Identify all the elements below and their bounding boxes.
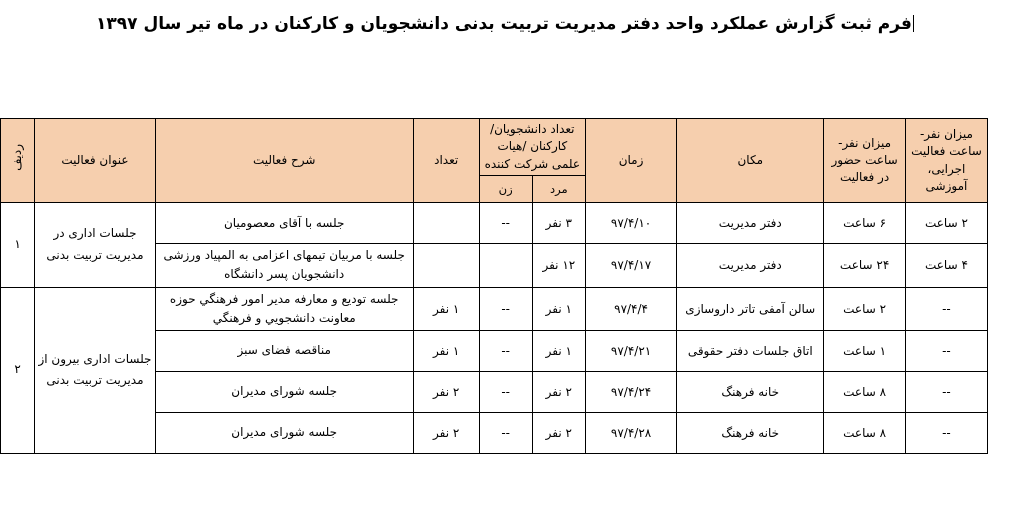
cell-men: ۲ نفر <box>532 412 585 453</box>
page-title <box>0 14 1010 34</box>
cell-exec-hours: -- <box>905 287 987 330</box>
cell-women: -- <box>479 371 532 412</box>
cell-attend-hours: ۲ ساعت <box>824 287 906 330</box>
cell-attend-hours: ۸ ساعت <box>824 371 906 412</box>
cell-women: -- <box>479 412 532 453</box>
cell-women: -- <box>479 287 532 330</box>
header-row-number-label: ردیف <box>9 144 24 172</box>
cell-men: ۲ نفر <box>532 371 585 412</box>
cell-attend-hours: ۱ ساعت <box>824 330 906 371</box>
header-exec-hours: میزان نفر- ساعت فعالیت اجرایی، آموزشی <box>905 119 987 203</box>
cell-place: دفتر مدیریت <box>677 203 824 244</box>
cell-description: جلسه توديع و معارفه مدير امور فرهنگي حوزه معاونت دانشجويي و فرهنگي <box>155 287 413 330</box>
cell-count: ۱ نفر <box>413 287 479 330</box>
cell-count <box>413 203 479 244</box>
cell-time: ۹۷/۴/۲۱ <box>585 330 676 371</box>
cell-description: جلسه با آقای معصومیان <box>155 203 413 244</box>
cell-time: ۹۷/۴/۲۴ <box>585 371 676 412</box>
text-cursor <box>913 15 914 32</box>
cell-men: ۱۲ نفر <box>532 244 585 287</box>
cell-men: ۱ نفر <box>532 287 585 330</box>
cell-place: دفتر مدیریت <box>677 244 824 287</box>
cell-count: ۲ نفر <box>413 412 479 453</box>
activity-report-table <box>0 118 988 454</box>
cell-women: -- <box>479 330 532 371</box>
cell-description: جلسه شورای مدیران <box>155 371 413 412</box>
header-participants-men: مرد <box>532 176 585 203</box>
cell-description: مناقصه فضای سبز <box>155 330 413 371</box>
cell-time: ۹۷/۴/۴ <box>585 287 676 330</box>
page-title-text: فرم ثبت گزارش عملکرد واحد دفتر مدیریت تربیت بدنی دانشجویان و کارکنان در ماه تیر سال ۱۳۹۷ <box>96 14 912 34</box>
cell-count: ۱ نفر <box>413 330 479 371</box>
header-place: مکان <box>677 119 824 203</box>
cell-men: ۱ نفر <box>532 330 585 371</box>
cell-exec-hours: -- <box>905 371 987 412</box>
cell-place: خانه فرهنگ <box>677 412 824 453</box>
cell-exec-hours: ۴ ساعت <box>905 244 987 287</box>
header-activity-title: عنوان فعالیت <box>35 119 155 203</box>
cell-time: ۹۷/۴/۱۷ <box>585 244 676 287</box>
header-time: زمان <box>585 119 676 203</box>
cell-exec-hours: ۲ ساعت <box>905 203 987 244</box>
cell-place: سالن آمفی تاتر داروسازی <box>677 287 824 330</box>
cell-men: ۳ نفر <box>532 203 585 244</box>
cell-activity-title: جلسات اداری در مدیریت تربیت بدنی <box>35 203 155 287</box>
cell-attend-hours: ۶ ساعت <box>824 203 906 244</box>
cell-activity-title: جلسات اداری بیرون از مدیریت تربیت بدنی <box>35 287 155 453</box>
header-attend-hours: میزان نفر- ساعت حضور در فعالیت <box>824 119 906 203</box>
cell-attend-hours: ۸ ساعت <box>824 412 906 453</box>
table-body <box>1 203 988 454</box>
cell-count: ۲ نفر <box>413 371 479 412</box>
cell-women <box>479 244 532 287</box>
cell-row-number: ۱ <box>1 203 35 287</box>
cell-exec-hours: -- <box>905 330 987 371</box>
cell-description: جلسه با مربیان تیمهای اعزامی به المپیاد ورزشی دانشجویان پسر دانشگاه <box>155 244 413 287</box>
header-count: تعداد <box>413 119 479 203</box>
header-participants-women: زن <box>479 176 532 203</box>
cell-exec-hours: -- <box>905 412 987 453</box>
cell-attend-hours: ۲۴ ساعت <box>824 244 906 287</box>
table-header <box>1 119 988 203</box>
header-participants-group: تعداد دانشجویان/ کارکنان /هیات علمی شرکت کننده <box>479 119 585 176</box>
cell-count <box>413 244 479 287</box>
cell-women: -- <box>479 203 532 244</box>
table-row <box>1 287 988 330</box>
header-row-main <box>1 119 988 176</box>
header-description: شرح فعالیت <box>155 119 413 203</box>
header-row-number <box>1 119 35 203</box>
cell-place: اتاق جلسات دفتر حقوقی <box>677 330 824 371</box>
cell-time: ۹۷/۴/۱۰ <box>585 203 676 244</box>
table-row <box>1 203 988 244</box>
cell-place: خانه فرهنگ <box>677 371 824 412</box>
cell-row-number: ۲ <box>1 287 35 453</box>
cell-time: ۹۷/۴/۲۸ <box>585 412 676 453</box>
cell-description: جلسه شورای مدیران <box>155 412 413 453</box>
